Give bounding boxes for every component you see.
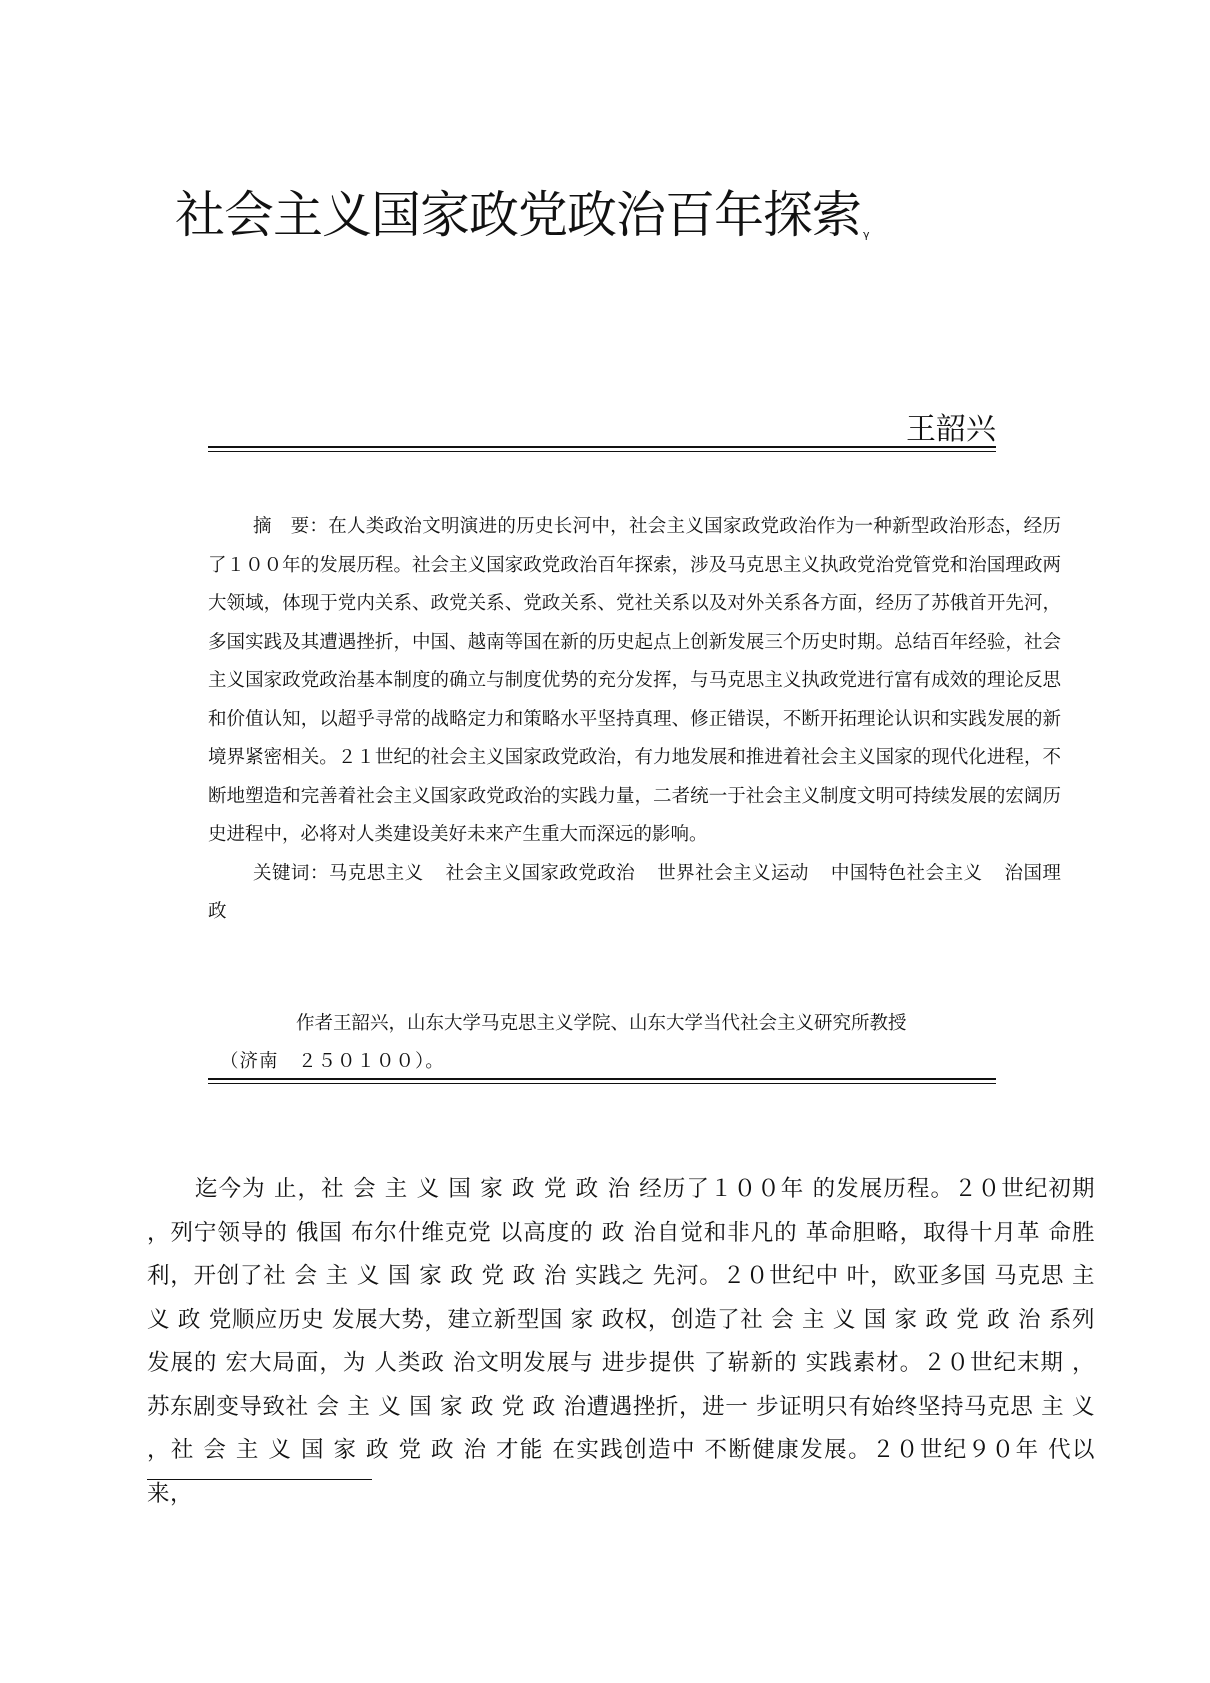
author-name: 王韶兴 <box>906 412 996 447</box>
body-text <box>147 1168 1095 1516</box>
keyword: 治国理政 <box>208 862 1061 922</box>
paper-title <box>175 185 869 245</box>
abstract-text: 在人类政治文明演进的历史长河中，社会主义国家政党政治作为一种新型政治形态，经历了１００年的发展历程。社会主义国家政党政治百年探索，涉及马克思主义执政党治党管党和治国理政两大领域，体现于党内关系、政党关系、党政关系、党社关系以及对外关系各方面，经历了苏俄首开先河，多国实践及其遭遇挫折，中国、越南等国在新的历史起点上创新发展三个历史时期。总结百年经验，社会主义国家政党政治基本制度的确立与制度优势的充分发挥，与马克思主义执政党进行富有成效的理论反思和价值认知，以超乎寻常的战略定力和策略水平坚持真理、修正错误，不断开拓理论认识和实践发展的新境界紧密相关。２１世纪的社会主义国家政党政治，有力地发展和推进着社会主义国家的现代化进程，不断地塑造和完善着社会主义国家政党政治的实践力量，二者统一于社会主义制度文明可持续发展的宏阔历史进程中，必将对人类建设美好未来产生重大而深远的影响。 <box>208 516 1061 845</box>
keyword: 社会主义国家政党政治 <box>445 862 636 884</box>
affiliation-line-2: （济南 ２５０１００）。 <box>220 1051 445 1072</box>
body-paragraph: 迄今为 止，社 会 主 义 国 家 政 党 政 治 经历了１００年 的发展历程。２０世纪初期 ，列宁领导的 俄国 布尔什维克党 以高度的 政 治自觉和非凡的 革命胆略，取得十月革 命胜利，开创了社 会 主 义 国 家 政 党 政 治 实践之 先河。２０世纪中 叶，欧亚多国 马克思 主 义 政 党顺应历史 发展大势，建立新型国 家 政权，创造了社 会 主 义 国 家 政 党 政 治 系列发展的 宏大局面，为 人类政 治文明发展与 进步提供 了崭新的 实践素材。２０世纪末期 ，苏东剧变导致社 会 主 义 国 家 政 党 政 治遭遇挫折，进一 步证明只有始终坚持马克思 主 义 ，社 会 主 义 国 家 政 党 政 治 才能 在实践创造中 不断健康发展。２０世纪９０年 代以来， <box>147 1176 1095 1507</box>
keyword: 中国特色社会主义 <box>830 862 983 884</box>
author-affiliation <box>208 1005 996 1081</box>
affiliation-line-1: 作者王韶兴，山东大学马克思主义学院、山东大学当代社会主义研究所教授 <box>296 1013 907 1034</box>
title-footnote-mark: γ <box>863 228 869 241</box>
keyword: 世界社会主义运动 <box>657 862 809 884</box>
paper-title-text: 社会主义国家政党政治百年探索 <box>175 186 861 244</box>
footnote-separator <box>147 1479 372 1480</box>
keyword: 马克思主义 <box>328 862 424 884</box>
keywords-line <box>208 855 1061 932</box>
abstract-label: 摘 要： <box>253 516 329 537</box>
bottom-divider <box>208 1078 996 1084</box>
top-divider <box>208 446 996 452</box>
abstract-block <box>208 508 1061 932</box>
abstract-paragraph <box>208 508 1061 855</box>
keywords-label: 关键词： <box>253 862 329 884</box>
